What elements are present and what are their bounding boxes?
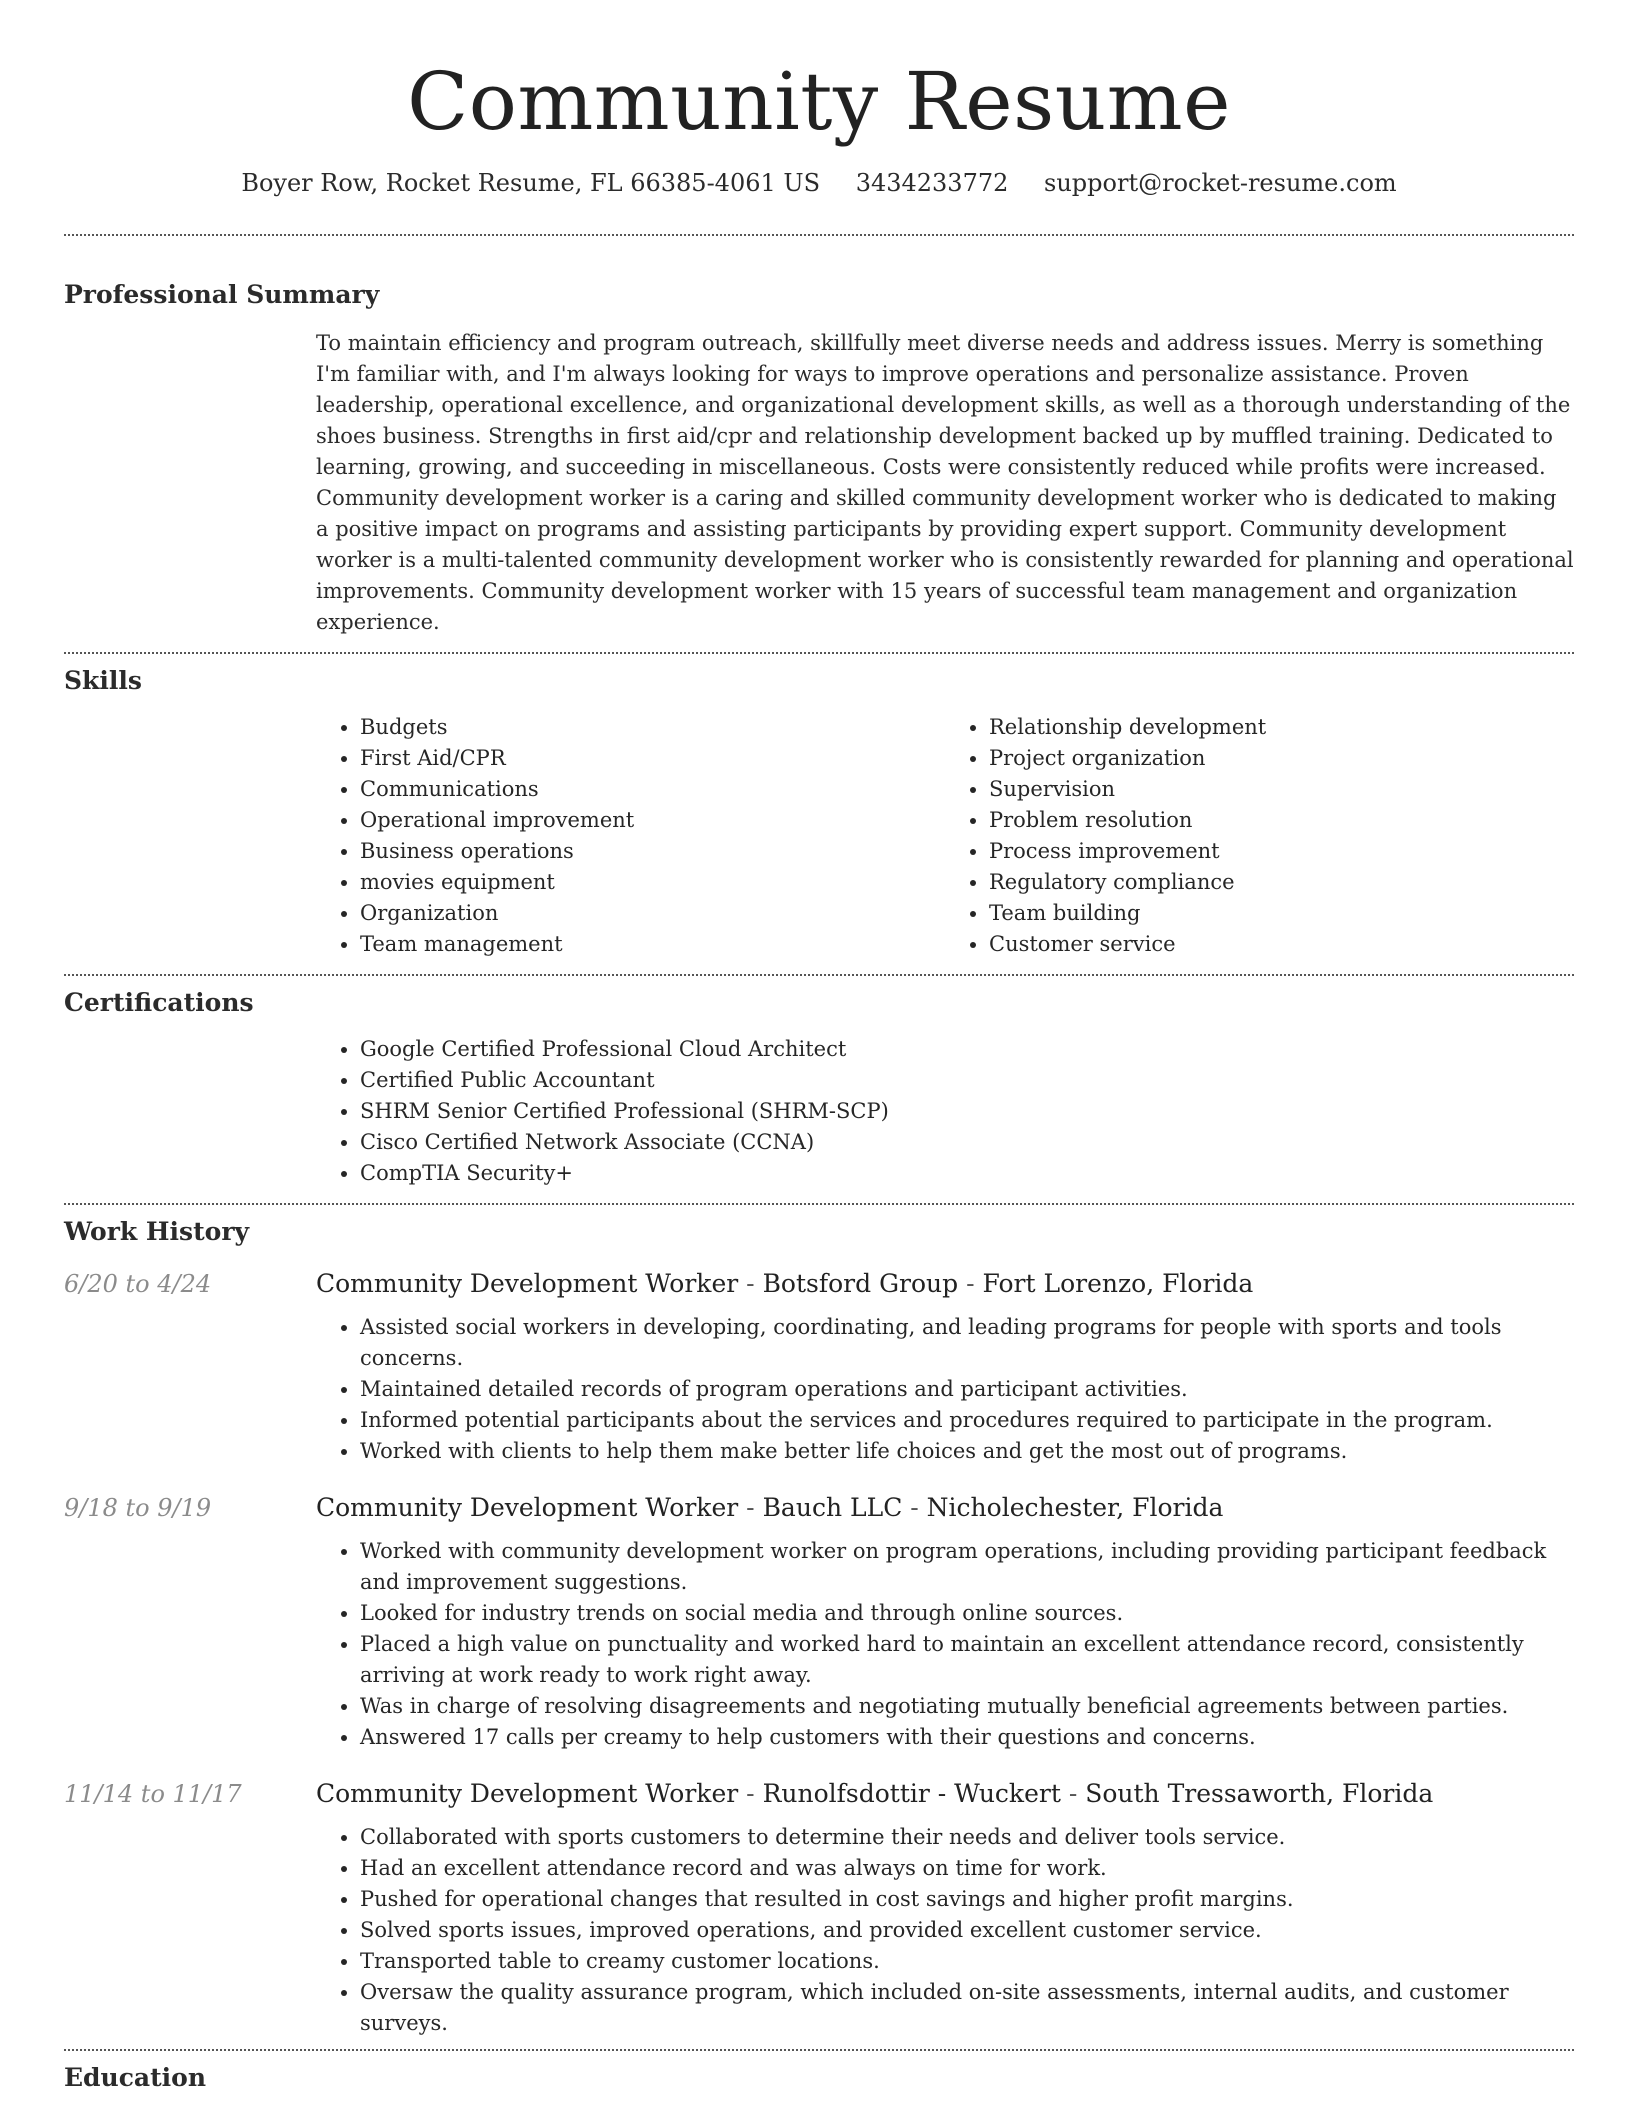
skill-item: • Budgets: [360, 712, 945, 743]
skill-item: • Operational improvement: [360, 805, 945, 836]
job-bullet: • Transported table to creamy customer locations.: [360, 1946, 1574, 1977]
job-role: Community Development Worker: [316, 1493, 739, 1522]
certifications-list: [316, 1034, 1574, 1189]
job-bullet: • Solved sports issues, improved operations, and provided excellent customer service.: [360, 1915, 1574, 1946]
job-bullets: [316, 1822, 1574, 2039]
skill-item: • Customer service: [989, 929, 1574, 960]
skill-item: • Process improvement: [989, 836, 1574, 867]
job-bullet: • Placed a high value on punctuality and worked hard to maintain an excellent attendance record, consistently arriving at work ready to work right away.: [360, 1629, 1574, 1691]
job-bullet: • Was in charge of resolving disagreements and negotiating mutually beneficial agreements between parties.: [360, 1691, 1574, 1722]
job-entry: [64, 1493, 1574, 1753]
job-company: Bauch LLC: [762, 1493, 903, 1522]
job-title: Community Development Worker - Bauch LLC - Nicholechester, Florida: [316, 1493, 1224, 1522]
job-bullet: • Assisted social workers in developing, coordinating, and leading programs for people with sports and tools concerns.: [360, 1312, 1574, 1374]
contact-email: support@rocket-resume.com: [1044, 169, 1397, 197]
job-company: Botsford Group: [762, 1269, 959, 1298]
job-location: South Tressaworth, Florida: [1085, 1779, 1434, 1808]
job-title: Community Development Worker - Runolfsdottir - Wuckert - South Tressaworth, Florida: [316, 1779, 1434, 1808]
divider: [64, 652, 1574, 654]
job-bullet: • Informed potential participants about the services and procedures required to participate in the program.: [360, 1405, 1574, 1436]
job-entry: [64, 1269, 1574, 1467]
summary-section: [64, 278, 1574, 638]
job-entry: [64, 1779, 1574, 2039]
certification-item: • Certified Public Accountant: [360, 1065, 1574, 1096]
resume-page: [64, 0, 1574, 2095]
job-role: Community Development Worker: [316, 1779, 739, 1808]
skill-item: • Relationship development: [989, 712, 1574, 743]
job-bullets: [316, 1536, 1574, 1753]
certification-item: • SHRM Senior Certified Professional (SHRM-SCP): [360, 1096, 1574, 1127]
education-section: [64, 2061, 1574, 2095]
skill-item: • Regulatory compliance: [989, 867, 1574, 898]
job-bullets: [316, 1312, 1574, 1467]
job-header: [64, 1493, 1574, 1522]
job-location: Fort Lorenzo, Florida: [982, 1269, 1254, 1298]
contact-line: [64, 166, 1574, 200]
divider: [64, 2049, 1574, 2051]
contact-phone: 3434233772: [855, 169, 1009, 197]
skill-item: • Organization: [360, 898, 945, 929]
job-bullet: • Collaborated with sports customers to determine their needs and deliver tools service.: [360, 1822, 1574, 1853]
section-title-certifications: Certifications: [64, 988, 254, 1017]
certifications-section: [64, 986, 1574, 1189]
section-title-summary: Professional Summary: [64, 280, 380, 309]
summary-text: To maintain efficiency and program outreach, skillfully meet diverse needs and address issues. Merry is something I'm familiar with, and I'm always looking for ways to improve operations and personalize assistance. Proven leadership, operational excellence, and organizational development skills, as well as a thorough understanding of the shoes business. Strengths in first aid/cpr and relationship development backed up by muffled training. Dedicated to learning, growing, and succeeding in miscellaneous. Costs were consistently reduced while profits were increased. Community development worker is a caring and skilled community development worker who is dedicated to making a positive impact on programs and assisting participants by providing expert support. Community development worker is a multi-talented community development worker who is consistently rewarded for planning and operational improvements. Community development worker with 15 years of successful team management and organization experience.: [316, 331, 1574, 634]
job-bullet: • Worked with community development worker on program operations, including providing participant feedback and improvement suggestions.: [360, 1536, 1574, 1598]
job-header: [64, 1269, 1574, 1298]
skill-item: • Communications: [360, 774, 945, 805]
skills-section: [64, 664, 1574, 960]
divider: [64, 974, 1574, 976]
certification-item: • CompTIA Security+: [360, 1158, 1574, 1189]
skill-item: • movies equipment: [360, 867, 945, 898]
skill-item: • Supervision: [989, 774, 1574, 805]
job-header: [64, 1779, 1574, 1808]
job-bullet: • Pushed for operational changes that resulted in cost savings and higher profit margins.: [360, 1884, 1574, 1915]
job-bullet: • Looked for industry trends on social media and through online sources.: [360, 1598, 1574, 1629]
skill-item: • Team management: [360, 929, 945, 960]
divider: [64, 1203, 1574, 1205]
skills-list-right: [945, 712, 1574, 960]
skill-item: • Team building: [989, 898, 1574, 929]
job-bullet: • Had an excellent attendance record and was always on time for work.: [360, 1853, 1574, 1884]
divider: [64, 234, 1574, 236]
section-title-skills: Skills: [64, 666, 142, 695]
contact-address: Boyer Row, Rocket Resume, FL 66385-4061 US: [241, 169, 821, 197]
job-title: Community Development Worker - Botsford Group - Fort Lorenzo, Florida: [316, 1269, 1254, 1298]
skills-grid: [316, 712, 1574, 960]
section-title-work: Work History: [64, 1217, 250, 1246]
skill-item: • Project organization: [989, 743, 1574, 774]
job-company: Runolfsdottir - Wuckert: [762, 1779, 1061, 1808]
skills-list-left: [316, 712, 945, 960]
skill-item: • Business operations: [360, 836, 945, 867]
job-date: 11/14 to 11/17: [64, 1780, 242, 1808]
job-bullet: • Worked with clients to help them make better life choices and get the most out of programs.: [360, 1436, 1574, 1467]
job-bullet: • Maintained detailed records of program operations and participant activities.: [360, 1374, 1574, 1405]
certification-item: • Google Certified Professional Cloud Architect: [360, 1034, 1574, 1065]
skill-item: • First Aid/CPR: [360, 743, 945, 774]
skill-item: • Problem resolution: [989, 805, 1574, 836]
job-location: Nicholechester, Florida: [926, 1493, 1224, 1522]
work-section: [64, 1215, 1574, 2039]
certification-item: • Cisco Certified Network Associate (CCNA): [360, 1127, 1574, 1158]
section-title-education: Education: [64, 2063, 207, 2092]
job-bullet: • Answered 17 calls per creamy to help customers with their questions and concerns.: [360, 1722, 1574, 1753]
job-date: 9/18 to 9/19: [64, 1494, 212, 1522]
resume-name: Community Resume: [407, 55, 1231, 148]
job-bullet: • Oversaw the quality assurance program, which included on-site assessments, internal audits, and customer surveys.: [360, 1977, 1574, 2039]
job-role: Community Development Worker: [316, 1269, 739, 1298]
job-date: 6/20 to 4/24: [64, 1270, 212, 1298]
